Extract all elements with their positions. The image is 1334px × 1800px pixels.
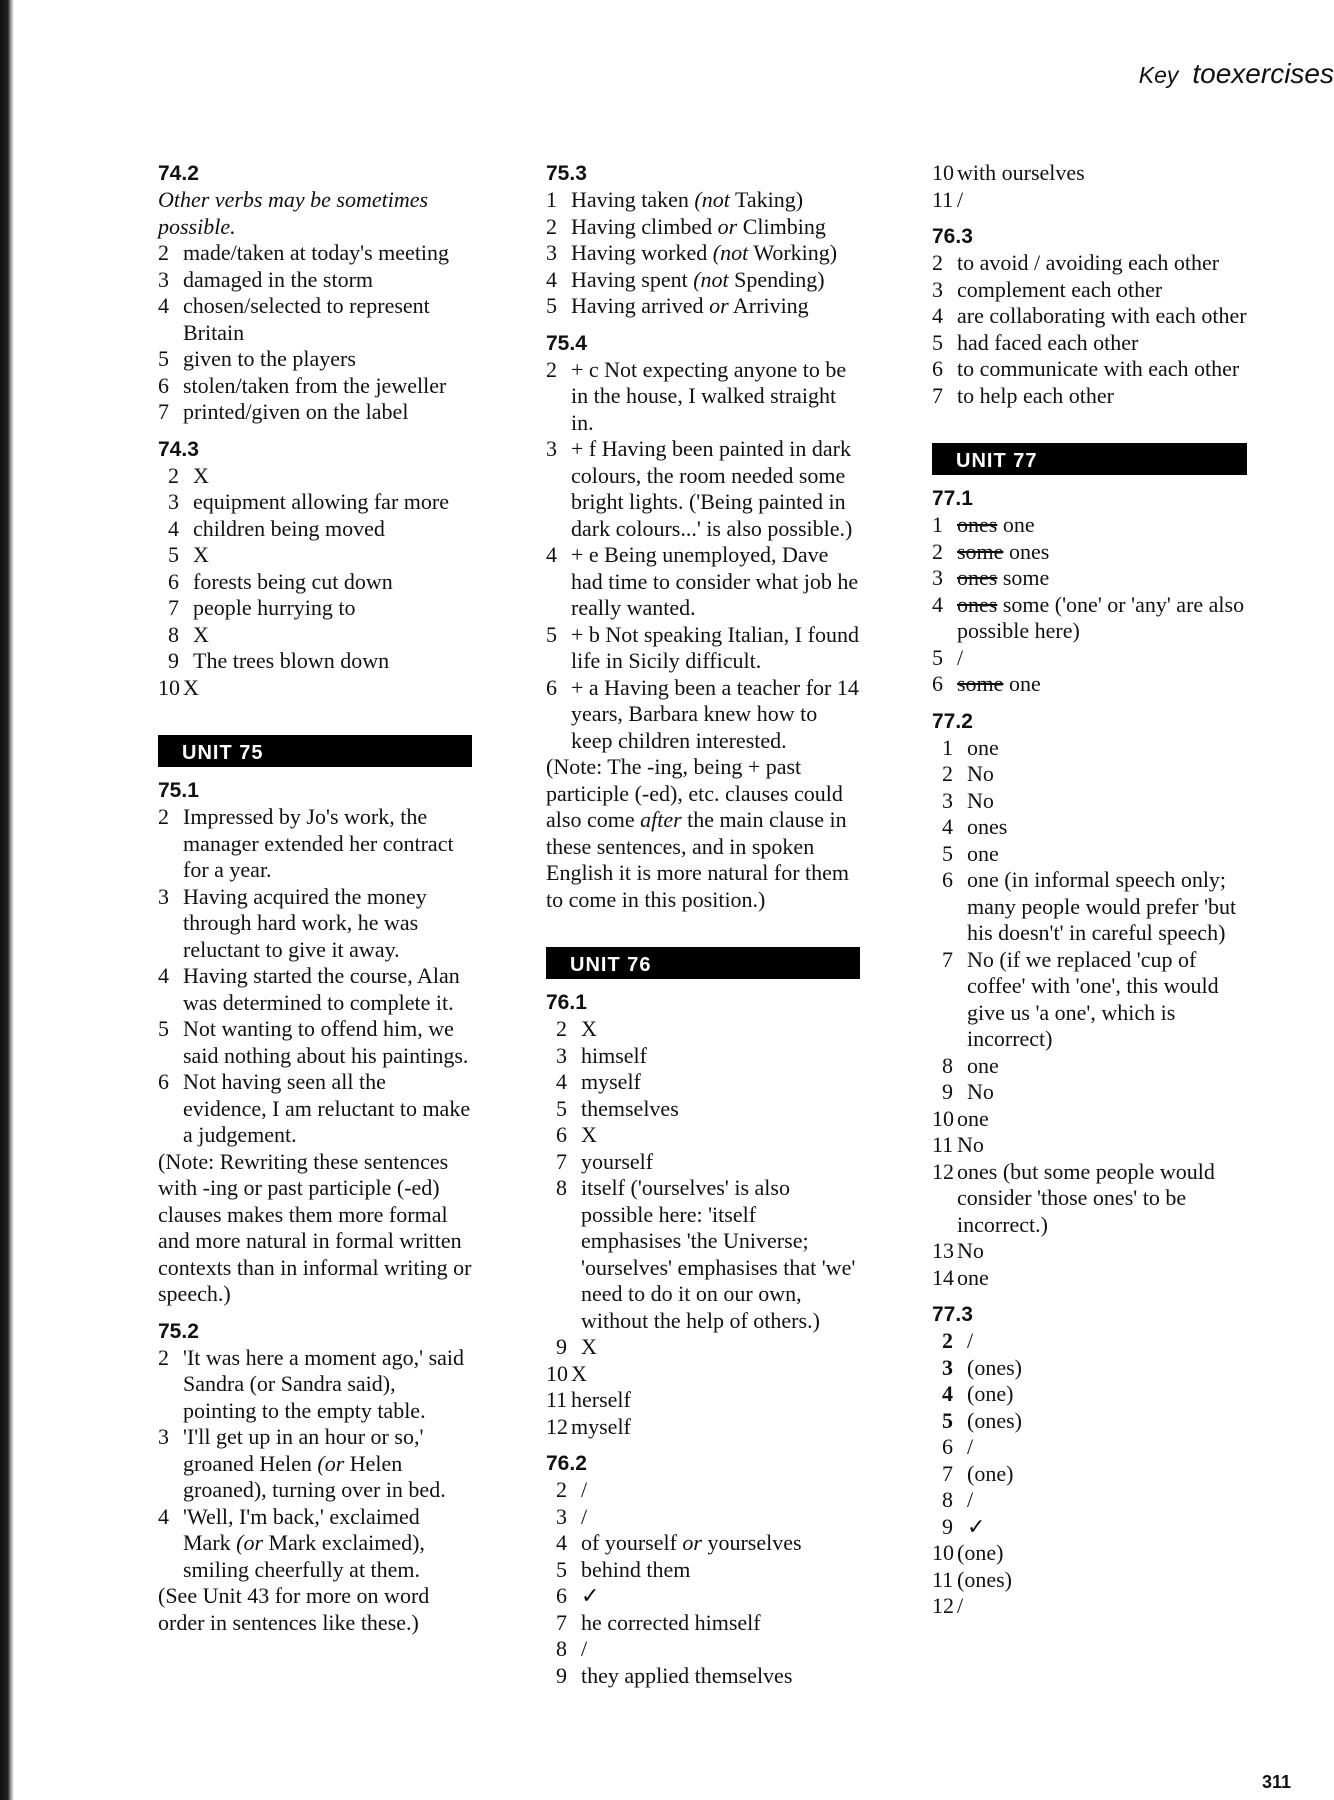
answer-item: 3 + f Having been painted in dark colours, the room needed some bright lights. ('Being painted in dark colours...' is also possible.) xyxy=(546,436,853,541)
answer-item: 3 ones some xyxy=(932,565,1050,590)
column-2 xyxy=(546,160,860,1689)
answer-item: 9 The trees blown down xyxy=(168,648,390,673)
struck-word: ones xyxy=(957,565,998,590)
answer-item: 4 (one) xyxy=(942,1381,1014,1406)
exercise-75-4-title: 75.4 xyxy=(546,331,587,355)
answer-item: 6 Not having seen all the evidence, I am reluctant to make a judgement. xyxy=(158,1069,471,1147)
answer-item: 6 ✓ xyxy=(556,1583,600,1608)
answer-item: 13 No xyxy=(932,1238,984,1263)
answer-item: 11 / xyxy=(932,186,964,212)
answer-item: 9 No xyxy=(942,1079,994,1104)
answer-item: 11 herself xyxy=(546,1387,631,1412)
exercise-74-3-title: 74.3 xyxy=(158,437,199,461)
answer-item: 4 Having spent (not Spending) xyxy=(546,266,825,292)
answer-item: 5 one xyxy=(942,840,999,866)
answer-item: 8 itself ('ourselves' is also possible here: 'itself emphasises 'the Universe; 'ourselves' emphasises that 'we' need to do it on our own, without the help of others.) xyxy=(556,1175,856,1333)
answer-item: 7 to help each other xyxy=(932,382,1114,408)
exercise-75-3-title: 75.3 xyxy=(546,162,587,185)
answer-item: 4 of yourself or yourselves xyxy=(556,1530,802,1555)
answer-item: 9 ✓ xyxy=(942,1513,986,1539)
answer-item: 4 children being moved xyxy=(168,515,385,541)
exercise-75-1-title: 75.1 xyxy=(158,779,199,802)
unit-76-heading: UNIT 76 xyxy=(546,947,860,979)
exercise-75-2-note: (See Unit 43 for more on word order in sentences like these.) xyxy=(158,1583,430,1635)
answer-item: 8 X xyxy=(168,621,209,647)
answer-item: 2 made/taken at today's meeting xyxy=(158,240,450,265)
answer-item: 3 (ones) xyxy=(942,1354,1022,1380)
answer-item: 14 one xyxy=(932,1264,989,1290)
answer-item: 10 one xyxy=(932,1105,989,1131)
struck-word: ones xyxy=(957,591,998,617)
running-head-key: Key xyxy=(1138,62,1179,88)
answer-item: 5 + b Not speaking Italian, I found life in Sicily difficult. xyxy=(546,621,859,673)
answer-item: 2 + c Not expecting anyone to be in the house, I walked straight in. xyxy=(546,356,847,435)
exercise-77-2-title: 77.2 xyxy=(932,709,973,733)
exercise-75-1-note: (Note: Rewriting these sentences with -ing or past participle (-ed) clauses makes them more formal and more natural in formal written contexts than in informal writing or speech.) xyxy=(158,1148,472,1306)
answer-item: 3 himself xyxy=(556,1042,647,1068)
answer-item: 8 one xyxy=(942,1052,999,1078)
answer-item: 6 / xyxy=(942,1434,974,1459)
answer-item: 3 'I'll get up in an hour or so,' groaned Helen (or Helen groaned), turning over in bed. xyxy=(158,1424,446,1502)
answer-item: 2 X xyxy=(168,462,209,488)
answer-item: 7 people hurrying to xyxy=(168,595,356,620)
check-mark-icon: ✓ xyxy=(967,1513,986,1539)
struck-word: some xyxy=(957,671,1004,696)
answer-item: 2 to avoid / avoiding each other xyxy=(932,250,1220,275)
answer-item: 3 damaged in the storm xyxy=(158,266,374,292)
answer-item: 3 complement each other xyxy=(932,276,1163,302)
answer-item: 5 had faced each other xyxy=(932,329,1139,355)
answer-item: 5 behind them xyxy=(556,1556,691,1582)
unit-75-heading: UNIT 75 xyxy=(158,735,472,767)
answer-item: 6 stolen/taken from the jeweller xyxy=(158,372,447,398)
answer-item: 2 'It was here a moment ago,' said Sandra (or Sandra said), pointing to the empty table. xyxy=(158,1344,465,1423)
exercise-74-2-intro: Other verbs may be sometimes possible. xyxy=(158,187,429,239)
answer-item: 8 / xyxy=(942,1487,974,1512)
answer-item: 5 X xyxy=(168,542,209,567)
page-number: 311 xyxy=(1262,1772,1292,1792)
answer-item: 7 No (if we replaced 'cup of coffee' with 'one', this would give us 'a one', which is incorrect) xyxy=(942,946,1219,1051)
answer-item: 7 printed/given on the label xyxy=(158,399,409,424)
answer-item: 10 X xyxy=(158,674,199,700)
answer-item: 5 Having arrived or Arriving xyxy=(546,293,809,318)
answer-item: 7 yourself xyxy=(556,1148,654,1174)
answer-item: 4 'Well, I'm back,' exclaimed Mark (or Mark exclaimed), smiling cheerfully at them. xyxy=(158,1503,425,1582)
answer-item: 5 themselves xyxy=(556,1095,679,1121)
answer-item: 3 Having acquired the money through hard work, he was reluctant to give it away. xyxy=(158,883,427,962)
answer-item: 7 he corrected himself xyxy=(556,1609,761,1635)
answer-item: 1 ones one xyxy=(932,512,1035,537)
answer-item: 12 / xyxy=(932,1593,964,1618)
answer-item: 5 (ones) xyxy=(942,1407,1022,1433)
answer-item: 3 No xyxy=(942,787,994,813)
answer-item: 6 to communicate with each other xyxy=(932,356,1240,381)
exercise-77-3-title: 77.3 xyxy=(932,1303,973,1326)
answer-item: 10 X xyxy=(546,1360,587,1386)
answer-item: 2 some ones xyxy=(932,538,1050,564)
exercise-75-2-title: 75.2 xyxy=(158,1319,199,1343)
answer-item: 3 / xyxy=(556,1503,588,1529)
answer-item: 6 forests being cut down xyxy=(168,568,393,594)
answer-item: 1 one xyxy=(942,734,999,760)
exercise-77-1-title: 77.1 xyxy=(932,487,973,510)
answer-item: 2 Impressed by Jo's work, the manager extended her contract for a year. xyxy=(158,804,454,882)
answer-item: 4 Having started the course, Alan was determined to complete it. xyxy=(158,963,460,1015)
answer-item: 9 X xyxy=(556,1334,597,1359)
answer-item: 10 with ourselves xyxy=(932,160,1085,185)
answer-item: 2 Having climbed or Climbing xyxy=(546,213,826,239)
answer-item: 3 equipment allowing far more xyxy=(168,489,449,514)
struck-word: ones xyxy=(957,512,998,537)
unit-77-heading: UNIT 77 xyxy=(932,443,1247,475)
check-mark-icon: ✓ xyxy=(581,1583,600,1608)
exercise-76-2-title: 76.2 xyxy=(546,1452,587,1475)
answer-item: 12 ones (but some people would consider 'those ones' to be incorrect.) xyxy=(932,1158,1215,1237)
answer-item: 11 No xyxy=(932,1132,984,1157)
scan-edge xyxy=(0,0,14,1800)
exercise-76-1-title: 76.1 xyxy=(546,991,587,1014)
answer-item: 5 / xyxy=(932,644,964,670)
answer-item: 2 No xyxy=(942,761,994,786)
exercise-76-3-title: 76.3 xyxy=(932,225,973,248)
answer-item: 2 X xyxy=(556,1016,597,1041)
answer-item: 6 + a Having been a teacher for 14 years, Barbara knew how to keep children interested. xyxy=(546,674,859,753)
answer-item: 8 / xyxy=(556,1636,588,1661)
answer-item: 9 they applied themselves xyxy=(556,1662,793,1688)
answer-item: 6 one (in informal speech only; many people would prefer 'but his doesn't' in careful speech) xyxy=(942,867,1237,945)
answer-item: 5 Not wanting to offend him, we said nothing about his paintings. xyxy=(158,1016,469,1068)
answer-item: 4 ones xyxy=(942,814,1008,839)
running-head-title: toexercises xyxy=(1192,58,1334,89)
answer-item: 6 X xyxy=(556,1122,597,1147)
answer-item: 11 (ones) xyxy=(932,1566,1012,1592)
answer-item: 4 myself xyxy=(556,1069,641,1094)
column-3 xyxy=(932,160,1247,1620)
answer-item: 4 + e Being unemployed, Dave had time to consider what job he really wanted. xyxy=(546,542,859,620)
answer-item: 5 given to the players xyxy=(158,346,356,371)
answer-item: 2 / xyxy=(556,1477,588,1502)
exercise-75-4-note: (Note: The -ing, being + past participle (-ed), etc. clauses could also come after the main clause in these sentences, and in spoken English it is more natural for them to come in this position.) xyxy=(546,754,850,912)
struck-word: some xyxy=(957,538,1004,564)
answer-item: 4 chosen/selected to represent Britain xyxy=(158,293,430,345)
answer-item: 10 (one) xyxy=(932,1540,1004,1565)
running-head xyxy=(0,58,1334,90)
answer-item: 1 Having taken (not Taking) xyxy=(546,187,804,212)
answer-item: 4 are collaborating with each other xyxy=(932,303,1247,328)
answer-item: 12 myself xyxy=(546,1413,631,1439)
exercise-74-2-title: 74.2 xyxy=(158,162,199,185)
answer-item: 7 (one) xyxy=(942,1460,1014,1486)
answer-item: 3 Having worked (not Working) xyxy=(546,240,838,265)
column-1 xyxy=(158,160,472,1636)
answer-item: 4 ones some ('one' or 'any' are also possible here) xyxy=(932,591,1245,643)
answer-item: 2 / xyxy=(942,1328,974,1353)
answer-item: 6 some one xyxy=(932,671,1041,696)
